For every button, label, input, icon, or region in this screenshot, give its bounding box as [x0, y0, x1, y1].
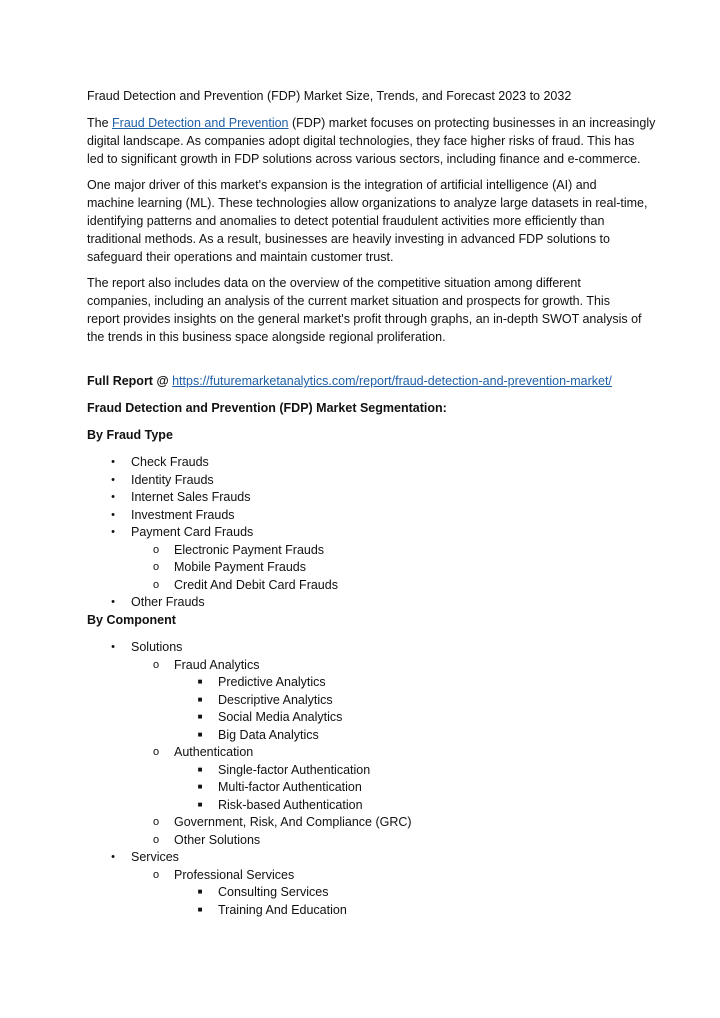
bullet-circle-icon: o: [152, 869, 160, 881]
bullet-disc-icon: •: [111, 491, 115, 503]
paragraph-2-line-3: identifying patterns and anomalies to detect potential fraudulent activities more efficiently than: [87, 214, 605, 228]
paragraph-3-line-4: the trends in this business space alongside regional proliferation.: [87, 330, 446, 344]
bullet-circle-icon: o: [152, 746, 160, 758]
list-item-services: Services: [131, 850, 179, 864]
bullet-circle-icon: o: [152, 659, 160, 671]
list-item-other-frauds: Other Frauds: [131, 595, 205, 609]
full-report-line: [87, 372, 612, 390]
bullet-square-icon: ■: [197, 887, 203, 896]
list-item-training-and-education: Training And Education: [218, 903, 347, 917]
bullet-circle-icon: o: [152, 579, 160, 591]
bullet-circle-icon: o: [152, 544, 160, 556]
bullet-disc-icon: •: [111, 851, 115, 863]
paragraph-2-line-5: safeguard their operations and maintain customer trust.: [87, 250, 394, 264]
bullet-square-icon: ■: [197, 695, 203, 704]
by-fraud-type-heading: By Fraud Type: [87, 428, 173, 442]
intro-line-3: led to significant growth in FDP solutions across various sectors, including finance and e-commerce.: [87, 152, 641, 166]
list-item-professional-services: Professional Services: [174, 868, 295, 882]
paragraph-2-line-1: One major driver of this market's expansion is the integration of artificial intelligence (AI) and: [87, 178, 597, 192]
list-item-multi-factor-authentication: Multi-factor Authentication: [218, 780, 362, 794]
bullet-circle-icon: o: [152, 561, 160, 573]
list-item-single-factor-authentication: Single-factor Authentication: [218, 763, 371, 777]
full-report-label: Full Report @: [87, 374, 173, 388]
list-item-credit-debit-card-frauds: Credit And Debit Card Frauds: [174, 578, 338, 592]
list-item-authentication: Authentication: [174, 745, 254, 759]
list-item-solutions: Solutions: [131, 640, 183, 654]
paragraph-2-line-2: machine learning (ML). These technologies allow organizations to analyze large datasets in real-time,: [87, 196, 648, 210]
fdp-link[interactable]: Fraud Detection and Prevention: [112, 116, 289, 130]
list-item-check-frauds: Check Frauds: [131, 455, 209, 469]
paragraph-3-line-3: report provides insights on the general market's profit through graphs, an in-depth SWOT analysis of: [87, 312, 642, 326]
list-item-descriptive-analytics: Descriptive Analytics: [218, 693, 333, 707]
bullet-square-icon: ■: [197, 765, 203, 774]
list-item-internet-sales-frauds: Internet Sales Frauds: [131, 490, 251, 504]
bullet-square-icon: ■: [197, 730, 203, 739]
segmentation-heading: Fraud Detection and Prevention (FDP) Market Segmentation:: [87, 401, 447, 415]
list-item-other-solutions: Other Solutions: [174, 833, 261, 847]
full-report-link[interactable]: https://futuremarketanalytics.com/report/fraud-detection-and-prevention-market/: [172, 374, 612, 388]
bullet-square-icon: ■: [197, 905, 203, 914]
paragraph-3-line-2: companies, including an analysis of the current market situation and prospects for growth. This: [87, 294, 610, 308]
paragraph-3-line-1: The report also includes data on the overview of the competitive situation among different: [87, 276, 581, 290]
intro-line-1-rest: (FDP) market focuses on protecting businesses in an increasingly: [288, 116, 656, 130]
list-item-predictive-analytics: Predictive Analytics: [218, 675, 326, 689]
bullet-circle-icon: o: [152, 834, 160, 846]
bullet-disc-icon: •: [111, 474, 115, 486]
list-item-consulting-services: Consulting Services: [218, 885, 329, 899]
bullet-disc-icon: •: [111, 456, 115, 468]
document-title: Fraud Detection and Prevention (FDP) Market Size, Trends, and Forecast 2023 to 2032: [87, 89, 572, 103]
bullet-disc-icon: •: [111, 596, 115, 608]
intro-line-1: [87, 114, 655, 132]
bullet-circle-icon: o: [152, 816, 160, 828]
bullet-disc-icon: •: [111, 641, 115, 653]
bullet-disc-icon: •: [111, 509, 115, 521]
list-item-mobile-payment-frauds: Mobile Payment Frauds: [174, 560, 307, 574]
list-item-big-data-analytics: Big Data Analytics: [218, 728, 319, 742]
bullet-square-icon: ■: [197, 782, 203, 791]
bullet-disc-icon: •: [111, 526, 115, 538]
bullet-square-icon: ■: [197, 800, 203, 809]
intro-line-2: digital landscape. As companies adopt digital technologies, they face higher risks of fraud. This has: [87, 134, 635, 148]
list-item-electronic-payment-frauds: Electronic Payment Frauds: [174, 543, 325, 557]
list-item-social-media-analytics: Social Media Analytics: [218, 710, 343, 724]
bullet-square-icon: ■: [197, 677, 203, 686]
paragraph-2-line-4: traditional methods. As a result, businesses are heavily investing in advanced FDP solutions to: [87, 232, 610, 246]
list-item-investment-frauds: Investment Frauds: [131, 508, 235, 522]
list-item-payment-card-frauds: Payment Card Frauds: [131, 525, 254, 539]
intro-prefix: The: [87, 116, 113, 130]
bullet-square-icon: ■: [197, 712, 203, 721]
list-item-risk-based-authentication: Risk-based Authentication: [218, 798, 363, 812]
list-item-grc: Government, Risk, And Compliance (GRC): [174, 815, 412, 829]
list-item-fraud-analytics: Fraud Analytics: [174, 658, 260, 672]
by-component-heading: By Component: [87, 613, 176, 627]
list-item-identity-frauds: Identity Frauds: [131, 473, 214, 487]
